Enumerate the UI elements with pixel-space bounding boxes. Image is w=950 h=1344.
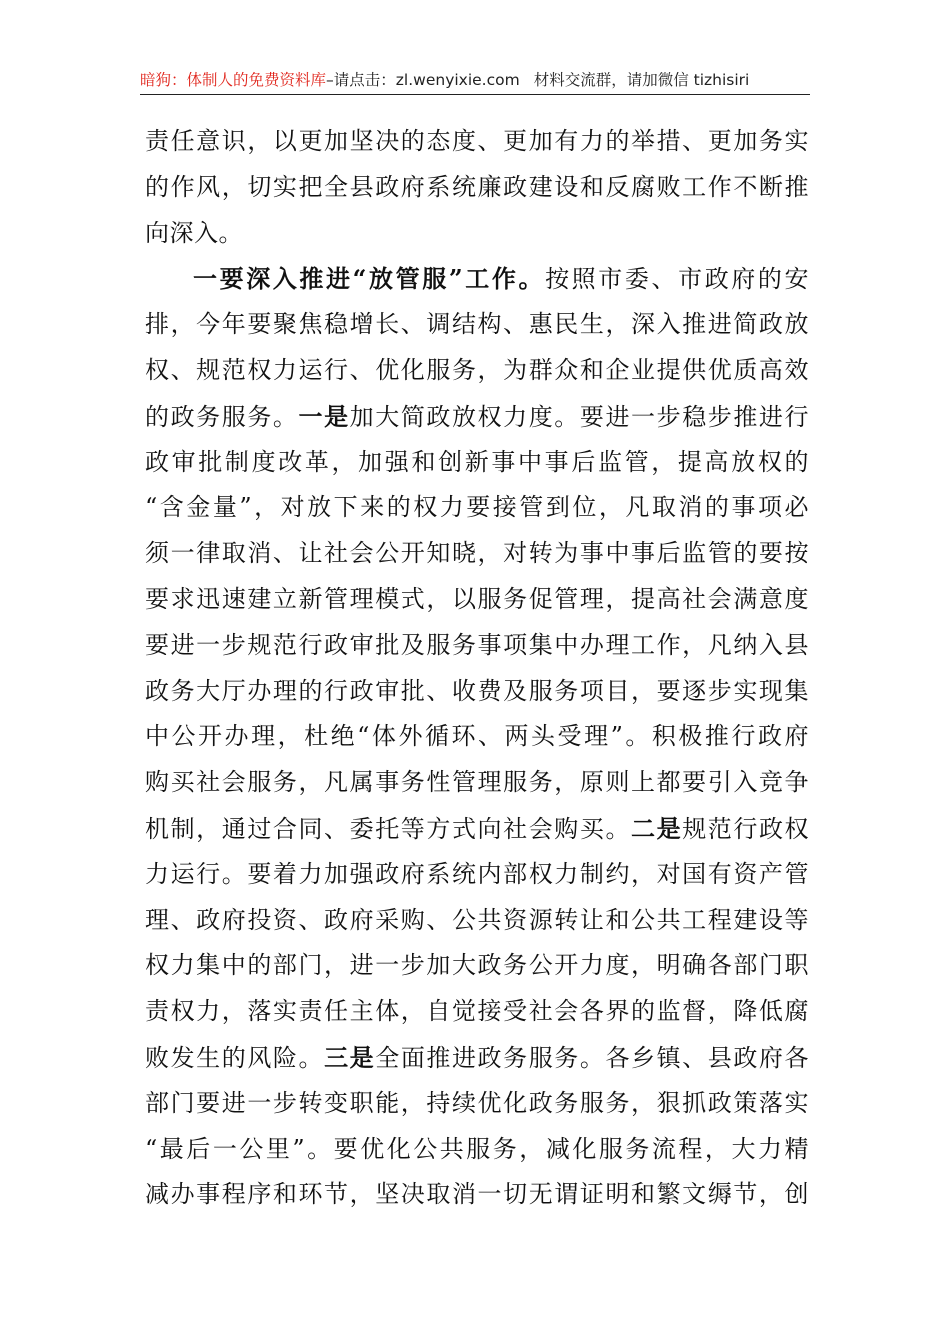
text-line bbox=[145, 302, 809, 348]
text-segment: 排，今年要聚焦稳增长、调结构、惠民生，深入推进简政放 bbox=[145, 310, 809, 339]
text-segment: 政审批制度改革，加强和创新事中事后监管，提高放权的 bbox=[145, 447, 809, 476]
bold-text-segment: 二是 bbox=[631, 813, 683, 843]
document-body bbox=[145, 119, 809, 1218]
text-line bbox=[145, 898, 809, 944]
text-segment: 向深入。 bbox=[145, 218, 243, 247]
text-segment: 购买社会服务，凡属事务性管理服务，原则上都要引入竞争 bbox=[145, 768, 809, 797]
text-line bbox=[145, 1127, 809, 1173]
text-line bbox=[145, 531, 809, 577]
header-click-prompt: –请点击： bbox=[326, 71, 396, 89]
text-segment: 的作风，切实把全县政府系统廉政建设和反腐败工作不断推 bbox=[145, 172, 809, 201]
text-line bbox=[145, 1035, 809, 1081]
text-line bbox=[145, 1081, 809, 1127]
text-segment: 中公开办理，杜绝“体外循环、两头受理”。积极推行政府 bbox=[145, 722, 809, 751]
text-segment: 责权力，落实责任主体，自觉接受社会各界的监督，降低腐 bbox=[145, 997, 809, 1026]
text-segment: 的政务服务。 bbox=[145, 402, 299, 431]
text-line bbox=[145, 165, 809, 211]
text-segment: 加大简政放权力度。要进一步稳步推进行 bbox=[349, 402, 809, 431]
text-line bbox=[145, 577, 809, 623]
bold-text-segment: 一是 bbox=[298, 401, 350, 431]
text-line bbox=[145, 714, 809, 760]
header-wechat-note: 材料交流群，请加微信 tizhisiri bbox=[533, 71, 750, 89]
text-segment: 责任意识，以更加坚决的态度、更加有力的举措、更加务实 bbox=[145, 127, 809, 155]
text-segment: 要进一步规范行政审批及服务事项集中办理工作，凡纳入县 bbox=[145, 630, 809, 659]
text-segment: 败发生的风险。 bbox=[145, 1043, 325, 1072]
text-line bbox=[145, 119, 809, 165]
text-line bbox=[145, 440, 809, 486]
text-segment: 全面推进政务服务。各乡镇、县政府各 bbox=[375, 1043, 809, 1072]
text-segment: 力运行。要着力加强政府系统内部权力制约，对国有资产管 bbox=[145, 859, 809, 888]
text-segment: 规范行政权 bbox=[682, 814, 809, 843]
text-line bbox=[145, 989, 809, 1035]
text-segment: 须一律取消、让社会公开知晓，对转为事中事后监管的要按 bbox=[145, 539, 809, 568]
bold-text-segment: 三是 bbox=[324, 1042, 376, 1072]
text-line bbox=[145, 669, 809, 715]
text-line bbox=[145, 623, 809, 669]
text-line bbox=[145, 348, 809, 394]
text-line bbox=[145, 485, 809, 531]
text-segment: 减办事程序和环节，坚决取消一切无谓证明和繁文缛节，创 bbox=[145, 1180, 809, 1209]
text-segment: 按照市委、市政府的安 bbox=[545, 265, 809, 294]
text-segment: 理、政府投资、政府采购、公共资源转让和公共工程建设等 bbox=[145, 905, 809, 934]
text-segment: “最后一公里”。要优化公共服务，减化服务流程，大力精 bbox=[145, 1134, 809, 1163]
text-segment: 要求迅速建立新管理模式，以服务促管理，提高社会满意度 bbox=[145, 584, 809, 613]
text-line bbox=[145, 211, 809, 257]
text-line bbox=[145, 1172, 809, 1218]
page-header bbox=[140, 66, 810, 95]
text-line bbox=[145, 256, 809, 302]
text-line bbox=[145, 394, 809, 440]
text-line bbox=[145, 806, 809, 852]
text-segment: 政务大厅办理的行政审批、收费及服务项目，要逐步实现集 bbox=[145, 676, 809, 705]
text-line bbox=[145, 760, 809, 806]
text-segment: “含金量”，对放下来的权力要接管到位，凡取消的事项必 bbox=[145, 493, 809, 522]
text-segment: 权、规范权力运行、优化服务，为群众和企业提供优质高效 bbox=[145, 355, 809, 384]
header-site-name: 暗狗：体制人的免费资料库 bbox=[140, 71, 327, 89]
text-line bbox=[145, 943, 809, 989]
text-segment: 权力集中的部门，进一步加大政务公开力度，明确各部门职 bbox=[145, 951, 809, 980]
text-line bbox=[145, 852, 809, 898]
header-url-link[interactable]: zl.wenyixie.com bbox=[395, 71, 520, 89]
bold-text-segment: 一要深入推进“放管服”工作。 bbox=[193, 264, 546, 294]
text-segment: 机制，通过合同、委托等方式向社会购买。 bbox=[145, 814, 632, 843]
text-segment: 部门要进一步转变职能，持续优化政务服务，狠抓政策落实 bbox=[145, 1088, 809, 1117]
